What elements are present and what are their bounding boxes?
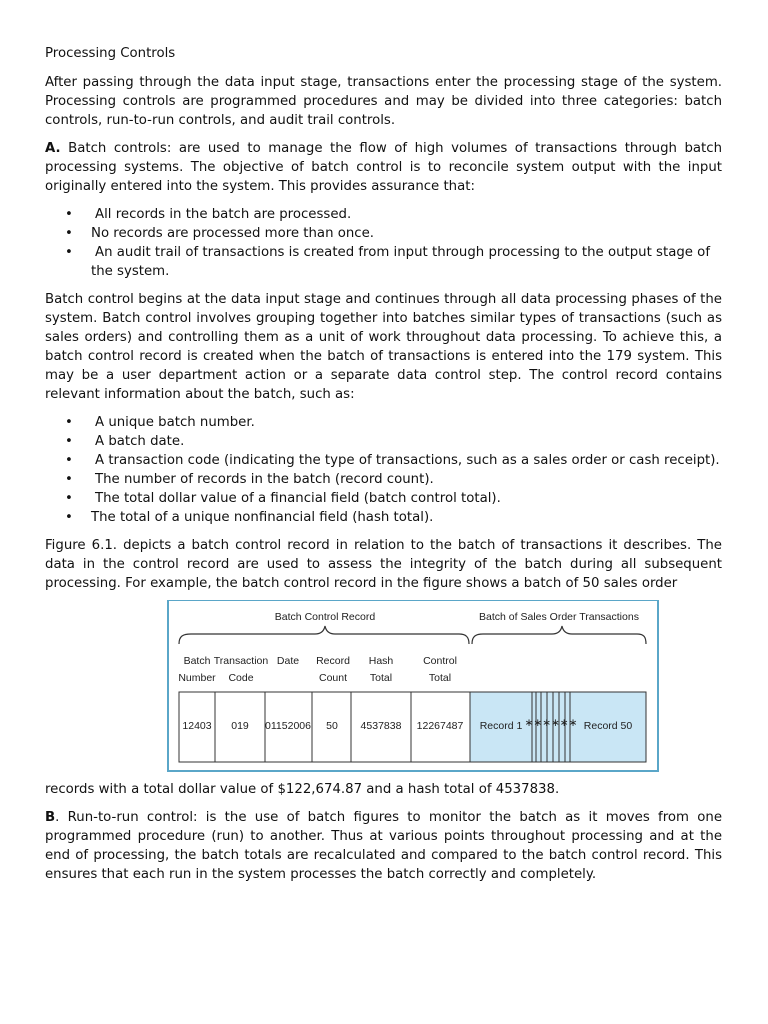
list-item: • A unique batch number. [65, 415, 255, 430]
value-control-total: 12267487 [416, 720, 464, 732]
intro-paragraph: After passing through the data input stage, transactions enter the processing stage of the system. Processing controls are programmed procedures and may be divided into three categories: batch controls, run-to-run controls, and audit trail controls. [45, 75, 722, 128]
left-title: Batch Control Record [274, 611, 376, 623]
bullet-icon: • [65, 472, 73, 487]
value-date: 01152006 [265, 720, 311, 732]
svg-text:Total: Total [428, 672, 452, 684]
right-title: Batch of Sales Order Transactions [479, 611, 639, 623]
section-b-text: . Run-to-run control: is the use of batch figures to monitor the batch as it moves from one programmed procedure (run) to another. Thus at various points throughout processing and at the end of processing, the batch totals are recalculated and compared to the batch control record. This ensures that each run in the system processes the batch correctly and completely. [45, 810, 722, 882]
value-record-count: 50 [326, 720, 338, 732]
batch-control-figure [167, 600, 659, 772]
list-item: • A transaction code (indicating the type of transactions, such as a sales order or cash receipt). [65, 453, 720, 468]
section-a-label: A. [45, 141, 61, 156]
figure-outro-paragraph: records with a total dollar value of $122,674.87 and a hash total of 4537838. [45, 782, 560, 797]
figure-intro-paragraph: Figure 6.1. depicts a batch control record in relation to the batch of transactions it describes. The data in the control record are used to assess the integrity of the batch during all subsequent processing. For example, the batch control record in the figure shows a batch of 50 sales order [45, 538, 722, 591]
svg-text:Record: Record [316, 655, 350, 667]
list-item: • No records are processed more than once. [65, 226, 375, 241]
list-item: • The total dollar value of a financial field (batch control total). [65, 491, 501, 506]
list-item: • The total of a unique nonfinancial field (hash total). [65, 510, 434, 525]
control-record-fields-list [45, 413, 722, 527]
value-batch-number: 12403 [182, 720, 212, 732]
svg-text:Date: Date [276, 655, 300, 667]
list-item: • The number of records in the batch (record count). [65, 472, 434, 487]
section-a-text: Batch controls: are used to manage the flow of high volumes of transactions through batch processing systems. The objective of batch control is to reconcile system output with the input originally entered into the system. This provides assurance that: [45, 141, 722, 194]
bullet-icon: • [65, 491, 73, 506]
bullet-icon: • [65, 415, 73, 430]
svg-text:Total: Total [369, 672, 393, 684]
bullet-icon: • [65, 245, 73, 260]
section-b-label: B [45, 810, 56, 825]
list-item: • All records in the batch are processed. [65, 207, 352, 222]
list-item: • An audit trail of transactions is created from input through processing to the output stage of the system. [65, 245, 711, 279]
svg-text:Code: Code [228, 672, 254, 684]
section-b-paragraph [45, 808, 722, 884]
section-a-paragraph [45, 139, 722, 196]
svg-text:Transaction: Transaction [213, 655, 269, 667]
bullet-icon: • [65, 207, 73, 222]
assurance-list [45, 205, 722, 281]
batch-control-paragraph: Batch control begins at the data input stage and continues through all data processing phases of the system. Batch control involves grouping together into batches similar types of transactions (such as sales orders) and controlling them as a unit of work throughout data processing. To achieve this, a batch control record is created when the batch of transactions is entered into the 179 system. This may be a user department action or a separate data control step. The control record contains relevant information about the batch, such as: [45, 292, 722, 402]
bullet-icon: • [65, 453, 73, 468]
svg-text:Number: Number [178, 672, 216, 684]
svg-text:Batch: Batch [183, 655, 211, 667]
value-transaction-code: 019 [231, 720, 249, 732]
document-page [45, 44, 722, 893]
svg-text:Count: Count [318, 672, 348, 684]
first-record-label: Record 1 [479, 720, 523, 732]
bullet-icon: • [65, 510, 73, 525]
figure-canvas [167, 600, 659, 772]
last-record-label: Record 50 [583, 720, 633, 732]
svg-text:Hash: Hash [368, 655, 394, 667]
value-hash-total: 4537838 [360, 720, 402, 732]
bullet-icon: • [65, 226, 73, 241]
ellipsis-marks: ∗∗∗∗∗∗ [524, 717, 578, 729]
header-date [277, 655, 299, 667]
page-title: Processing Controls [45, 46, 176, 61]
bullet-icon: • [65, 434, 73, 449]
svg-text:Control: Control [423, 655, 457, 667]
list-item: • A batch date. [65, 434, 185, 449]
